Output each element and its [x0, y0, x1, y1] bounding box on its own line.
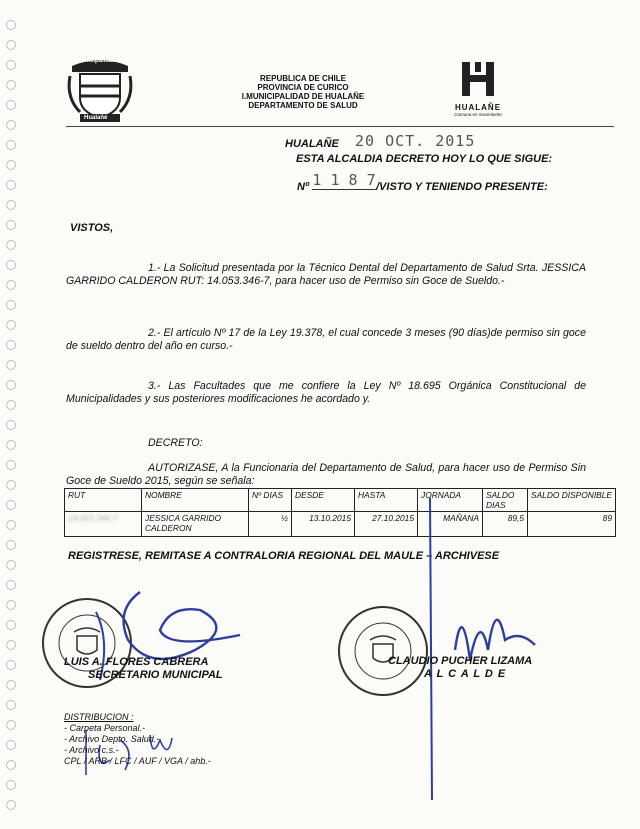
- logo-right-tagline: Comuna en movimiento: [454, 112, 502, 117]
- header-line: I.MUNICIPALIDAD DE HUALAÑE: [241, 92, 365, 101]
- distribution-title: DISTRIBUCION :: [64, 712, 134, 722]
- visto-paragraph-2: 2.- El artículo Nº 17 de la Ley 19.378, el cual concede 3 meses (90 días)de permiso sin goce de sueldo dentro del año en curso.-: [66, 327, 586, 352]
- decree-number-label: Nº: [297, 181, 309, 193]
- autorizase-paragraph: AUTORIZASE, A la Funcionaria del Departamento de Salud, para hacer uso de Permiso Sin Goce de Sueldo 2015, según se señala:: [66, 462, 586, 487]
- decree-place: HUALAÑE: [285, 138, 339, 150]
- table-cell: 89: [528, 512, 616, 537]
- visto-paragraph-3: 3.- Las Facultades que me confiere la Ley Nº 18.695 Orgánica Constitucional de Municipalidades y sus posteriores modificaciones he acordado y.: [66, 380, 586, 405]
- logo-left-subtext: Hualañé: [84, 115, 108, 121]
- mayor-title: A L C A L D E: [424, 668, 507, 680]
- redacted-rut: 14.053.346-7: [68, 513, 118, 523]
- table-header-cell: NOMBRE: [142, 489, 249, 512]
- table-header-cell: RUT: [65, 489, 142, 512]
- distribution-item: - Carpeta Personal.-: [64, 723, 146, 733]
- distribution-item: - Archivo c.s.-: [64, 745, 119, 755]
- decree-number: 1 1 8 7: [312, 171, 376, 189]
- table-header-cell: SALDO DISPONIBLE: [528, 489, 616, 512]
- table-cell: JESSICA GARRIDO CALDERON: [142, 512, 249, 537]
- table-header-cell: JORNADA: [418, 489, 483, 512]
- distribution-block: [64, 712, 211, 767]
- mayor-name: CLAUDIO PUCHER LIZAMA: [388, 655, 533, 667]
- table-cell: 89,5: [483, 512, 528, 537]
- table-cell: 13.10.2015: [292, 512, 355, 537]
- secretary-name: LUIS A. FLORES CABRERA: [64, 656, 209, 668]
- date-stamp: 20 OCT. 2015: [355, 132, 476, 150]
- distribution-item: CPL / ARB / LFC / AUF / VGA / ahb.-: [64, 756, 211, 766]
- table-cell: ½: [249, 512, 292, 537]
- decree-line2: /VISTO Y TENIENDO PRESENTE:: [376, 181, 548, 193]
- visto-paragraph-1: 1.- La Solicitud presentada por la Técnico Dental del Departamento de Salud Srta. JESSICA GARRIDO CALDERON RUT: 14.053.346-7, para hacer uso de Permiso sin Goce de Sueldo.-: [66, 262, 586, 287]
- secretary-title: SECRETARIO MUNICIPAL: [88, 669, 223, 681]
- table-header-cell: DESDE: [292, 489, 355, 512]
- table-cell: MAÑANA: [418, 512, 483, 537]
- header-line: DEPARTAMENTO DE SALUD: [248, 101, 358, 110]
- decree-line1: ESTA ALCALDIA DECRETO HOY LO QUE SIGUE:: [296, 153, 553, 165]
- table-header-cell: Nº DIAS: [249, 489, 292, 512]
- table-header-cell: SALDO DIAS: [483, 489, 528, 512]
- table-cell: 27.10.2015: [355, 512, 418, 537]
- logo-right-name: HUALAÑE: [454, 103, 502, 112]
- header-line: PROVINCIA DE CURICO: [257, 83, 349, 92]
- header-line: REPUBLICA DE CHILE: [260, 74, 346, 83]
- logo-left-text: Municipalidad: [76, 58, 117, 64]
- table-header-cell: HASTA: [355, 489, 418, 512]
- vistos-title: VISTOS,: [70, 222, 114, 234]
- decreto-title: DECRETO:: [148, 437, 203, 449]
- distribution-item: - Archivo Depto. Salud.-: [64, 734, 160, 744]
- registrese-line: REGISTRESE, REMITASE A CONTRALORIA REGIONAL DEL MAULE – ARCHIVESE: [68, 550, 500, 562]
